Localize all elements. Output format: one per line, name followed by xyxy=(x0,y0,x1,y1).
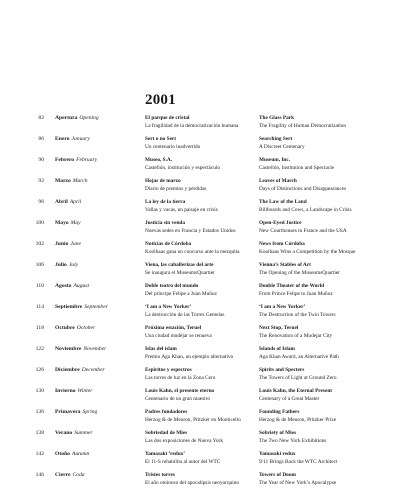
title-spanish: Museo, S.A. xyxy=(145,157,173,163)
subtitle-spanish: Una ciudad mudéjar se renueva xyxy=(145,332,212,339)
title-english: Towers of Doom xyxy=(259,472,296,478)
english-column xyxy=(259,472,397,487)
month-english: Winter xyxy=(77,388,93,394)
subtitle-spanish: La destrucción de las Torres Gemelas xyxy=(145,311,225,318)
month-english: October xyxy=(76,325,96,331)
month-label xyxy=(55,304,108,310)
month-english: Opening xyxy=(79,115,99,121)
title-english: Open-Eyed Justice xyxy=(259,220,302,226)
title-spanish: ‘I am a New Yorker’ xyxy=(145,304,192,310)
subtitle-english: The Year of New York’s Apocalypse xyxy=(259,479,337,486)
month-label xyxy=(55,325,95,331)
toc-entry xyxy=(0,345,400,366)
title-english: Double Theater of the World xyxy=(259,283,325,289)
page-number: 96 xyxy=(38,199,44,205)
page-number: 106 xyxy=(35,262,44,268)
subtitle-spanish: Centenario de un gran maestro xyxy=(145,395,211,402)
month-english: Autumn xyxy=(71,451,90,457)
toc-entry xyxy=(0,135,400,156)
page-number: 114 xyxy=(35,304,44,310)
subtitle-spanish: Castellón, institución y espectáculo xyxy=(145,164,221,171)
subtitle-spanish: Vallas y vacas, un paisaje en crisis xyxy=(145,206,218,213)
month-label xyxy=(55,346,106,352)
spanish-column xyxy=(145,304,255,319)
page-number: 92 xyxy=(38,178,44,184)
page-number: 138 xyxy=(35,430,44,436)
month-label xyxy=(55,262,78,268)
month-english: February xyxy=(76,157,98,163)
month-spanish: Septiembre xyxy=(55,304,83,310)
month-spanish: Enero xyxy=(55,136,70,142)
title-english: Sobriety of Mies xyxy=(259,430,297,436)
month-english: December xyxy=(81,367,105,373)
subtitle-spanish: Del príncipe Felipe a Juan Muñoz xyxy=(145,290,217,297)
title-spanish: Próxima estación, Teruel xyxy=(145,325,202,331)
english-column xyxy=(259,325,397,340)
title-spanish: El parque de cristal xyxy=(145,115,190,121)
month-spanish: Mayo xyxy=(55,220,69,226)
subtitle-english: Koolhaas Wins a Competition by the Mosque xyxy=(259,248,356,255)
spanish-column xyxy=(145,115,255,130)
toc-entry xyxy=(0,429,400,450)
month-label xyxy=(55,199,81,205)
english-column xyxy=(259,409,397,424)
month-label xyxy=(55,388,92,394)
title-english: Founding Fathers xyxy=(259,409,300,415)
spanish-column xyxy=(145,220,255,235)
toc-entry xyxy=(0,450,400,471)
month-english: September xyxy=(84,304,108,310)
month-label xyxy=(55,220,81,226)
month-english: July xyxy=(68,262,79,268)
spanish-column xyxy=(145,430,255,445)
month-english: Summer xyxy=(74,430,93,436)
month-spanish: Julio xyxy=(55,262,67,268)
toc-entry xyxy=(0,324,400,345)
spanish-column xyxy=(145,283,255,298)
month-label xyxy=(55,430,93,436)
toc-entry xyxy=(0,408,400,429)
page-number: 90 xyxy=(38,157,44,163)
spanish-column xyxy=(145,388,255,403)
subtitle-english: The Towers of Light at Ground Zero xyxy=(259,374,337,381)
toc-entry xyxy=(0,282,400,303)
spanish-column xyxy=(145,157,255,172)
page-number: 118 xyxy=(35,325,44,331)
month-english: June xyxy=(70,241,81,247)
month-english: Coda xyxy=(72,472,85,478)
english-column xyxy=(259,346,397,361)
spanish-column xyxy=(145,241,255,256)
english-column xyxy=(259,283,397,298)
table-of-contents xyxy=(0,114,400,492)
english-column xyxy=(259,451,397,466)
subtitle-english: Days of Distinctions and Disappearances xyxy=(259,185,347,192)
month-spanish: Invierno xyxy=(55,388,76,394)
toc-entry xyxy=(0,198,400,219)
month-label xyxy=(55,157,97,163)
month-spanish: Febrero xyxy=(55,157,75,163)
subtitle-english: The Opening of the MuseumsQuartier xyxy=(259,269,340,276)
english-column xyxy=(259,241,397,256)
page-number: 122 xyxy=(35,346,44,352)
title-spanish: Sobriedad de Mies xyxy=(145,430,188,436)
subtitle-spanish: Herzog & de Meuron, Pritzker en Monticello xyxy=(145,416,241,423)
title-spanish: Padres fundadores xyxy=(145,409,188,415)
toc-entry xyxy=(0,387,400,408)
english-column xyxy=(259,367,397,382)
title-spanish: La ley de la tierra xyxy=(145,199,186,205)
spanish-column xyxy=(145,451,255,466)
title-english: Yamasaki redux xyxy=(259,451,296,457)
title-spanish: Islas del islam xyxy=(145,346,177,352)
month-spanish: Otoño xyxy=(55,451,70,457)
spanish-column xyxy=(145,409,255,424)
subtitle-spanish: Nuevas sedes en Francia y Estados Unidos xyxy=(145,227,236,234)
spanish-column xyxy=(145,367,255,382)
page-number: 102 xyxy=(35,241,44,247)
month-spanish: Junio xyxy=(55,241,69,247)
month-label xyxy=(55,241,81,247)
month-spanish: Primavera xyxy=(55,409,81,415)
page-number: 126 xyxy=(35,367,44,373)
spanish-column xyxy=(145,199,255,214)
month-english: Spring xyxy=(82,409,98,415)
page-number: 136 xyxy=(35,409,44,415)
toc-entry xyxy=(0,219,400,240)
subtitle-english: Billboards and Cows, a Landscape in Crisis xyxy=(259,206,352,213)
page-number: 100 xyxy=(35,220,44,226)
english-column xyxy=(259,430,397,445)
english-column xyxy=(259,115,397,130)
title-spanish: Noticias de Córdoba xyxy=(145,241,192,247)
spanish-column xyxy=(145,346,255,361)
spanish-column xyxy=(145,472,255,487)
subtitle-spanish: Koolhaas gana un concurso ante la mezquita xyxy=(145,248,240,255)
subtitle-english: The Renovation of a Mudejar City xyxy=(259,332,333,339)
toc-entry xyxy=(0,156,400,177)
month-spanish: Octubre xyxy=(55,325,75,331)
title-english: Searching Sert xyxy=(259,136,293,142)
english-column xyxy=(259,157,397,172)
subtitle-english: 9/11 Brings Back the WTC Architect xyxy=(259,458,338,465)
english-column xyxy=(259,304,397,319)
english-column xyxy=(259,220,397,235)
subtitle-english: Aga Khan Award, an Alternative Path xyxy=(259,353,339,360)
toc-entry xyxy=(0,240,400,261)
month-spanish: Abril xyxy=(55,199,68,205)
subtitle-spanish: Las dos exposiciones de Nueva York xyxy=(145,437,223,444)
month-english: April xyxy=(69,199,82,205)
title-english: ‘I am a New Yorker’ xyxy=(259,304,306,310)
page-number: 146 xyxy=(35,472,44,478)
spanish-column xyxy=(145,136,255,151)
english-column xyxy=(259,178,397,193)
subtitle-english: Castellón, Institution and Spectacle xyxy=(259,164,335,171)
toc-entry xyxy=(0,261,400,282)
title-english: The Law of the Land xyxy=(259,199,307,205)
spanish-column xyxy=(145,178,255,193)
page-number: 82 xyxy=(38,115,44,121)
english-column xyxy=(259,199,397,214)
subtitle-spanish: La fragilidad de la democratización humana xyxy=(145,122,239,129)
page-number: 86 xyxy=(38,136,44,142)
page-number: 110 xyxy=(35,283,44,289)
month-label xyxy=(55,451,89,457)
title-english: Museum, Inc. xyxy=(259,157,291,163)
title-english: News from Córdoba xyxy=(259,241,305,247)
month-spanish: Noviembre xyxy=(55,346,82,352)
english-column xyxy=(259,136,397,151)
title-spanish: Tristes torres xyxy=(145,472,175,478)
subtitle-spanish: El año ominoso del apocalipsis neoyorquino xyxy=(145,479,240,486)
title-spanish: Justicia sin venda xyxy=(145,220,186,226)
month-spanish: Agosto xyxy=(55,283,72,289)
toc-entry xyxy=(0,114,400,135)
subtitle-english: New Courthouses in France and the USA xyxy=(259,227,347,234)
title-spanish: Viena, las caballerizas del arte xyxy=(145,262,214,268)
month-english: March xyxy=(72,178,88,184)
subtitle-spanish: El 11-S rehabilita al autor del WTC xyxy=(145,458,221,465)
month-label xyxy=(55,367,105,373)
title-spanish: Espíritus y espectros xyxy=(145,367,192,373)
month-spanish: Cierre xyxy=(55,472,71,478)
toc-entry xyxy=(0,471,400,492)
month-english: January xyxy=(71,136,90,142)
title-spanish: Sert o no Sert xyxy=(145,136,177,142)
page-number: 130 xyxy=(35,388,44,394)
title-english: Vienna’s Stables of Art xyxy=(259,262,311,268)
month-english: May xyxy=(70,220,81,226)
title-spanish: Hojas de marzo xyxy=(145,178,181,184)
month-spanish: Verano xyxy=(55,430,73,436)
subtitle-english: The Two New York Exhibitions xyxy=(259,437,327,444)
title-spanish: Yamasaki ‘redux’ xyxy=(145,451,186,457)
subtitle-english: The Fragility of Human Democratization xyxy=(259,122,347,129)
toc-entry xyxy=(0,303,400,324)
subtitle-spanish: Un centenario inadvertido xyxy=(145,143,201,150)
toc-entry xyxy=(0,177,400,198)
toc-entry xyxy=(0,366,400,387)
month-spanish: Marzo xyxy=(55,178,71,184)
subtitle-english: From Prince Felipe to Juan Muñoz xyxy=(259,290,333,297)
month-spanish: Diciembre xyxy=(55,367,80,373)
month-label xyxy=(55,115,99,121)
subtitle-spanish: Se inaugura el MuseumsQuartier xyxy=(145,269,215,276)
english-column xyxy=(259,388,397,403)
subtitle-english: Herzog & de Meuron, Pritzker Prize xyxy=(259,416,337,423)
title-spanish: Louis Kahn, el presente eterno xyxy=(145,388,215,394)
month-label xyxy=(55,283,89,289)
title-english: Islands of Islam xyxy=(259,346,295,352)
title-english: The Glass Park xyxy=(259,115,295,121)
subtitle-spanish: Las torres de luz en la Zona Cero xyxy=(145,374,216,381)
year-heading: 2001 xyxy=(145,92,176,108)
page-number: 142 xyxy=(35,451,44,457)
title-english: Leaves of March xyxy=(259,178,297,184)
subtitle-spanish: Diario de premios y pérdidas xyxy=(145,185,207,192)
title-spanish: Doble teatro del mundo xyxy=(145,283,199,289)
title-english: Spirits and Specters xyxy=(259,367,305,373)
spanish-column xyxy=(145,262,255,277)
month-spanish: Apertura xyxy=(55,115,78,121)
subtitle-english: The Destruction of the Twin Towers xyxy=(259,311,336,318)
month-english: August xyxy=(73,283,90,289)
subtitle-english: Centenary of a Great Master xyxy=(259,395,320,402)
month-label xyxy=(55,472,85,478)
title-english: Louis Kahn, the Eternal Present xyxy=(259,388,333,394)
month-label xyxy=(55,136,90,142)
month-label xyxy=(55,178,88,184)
english-column xyxy=(259,262,397,277)
spanish-column xyxy=(145,325,255,340)
month-label xyxy=(55,409,97,415)
month-english: November xyxy=(83,346,107,352)
subtitle-spanish: Premio Aga Khan, un ejemplo alternativo xyxy=(145,353,234,360)
title-english: Next Stop, Teruel xyxy=(259,325,299,331)
subtitle-english: A Discreet Centenary xyxy=(259,143,305,150)
